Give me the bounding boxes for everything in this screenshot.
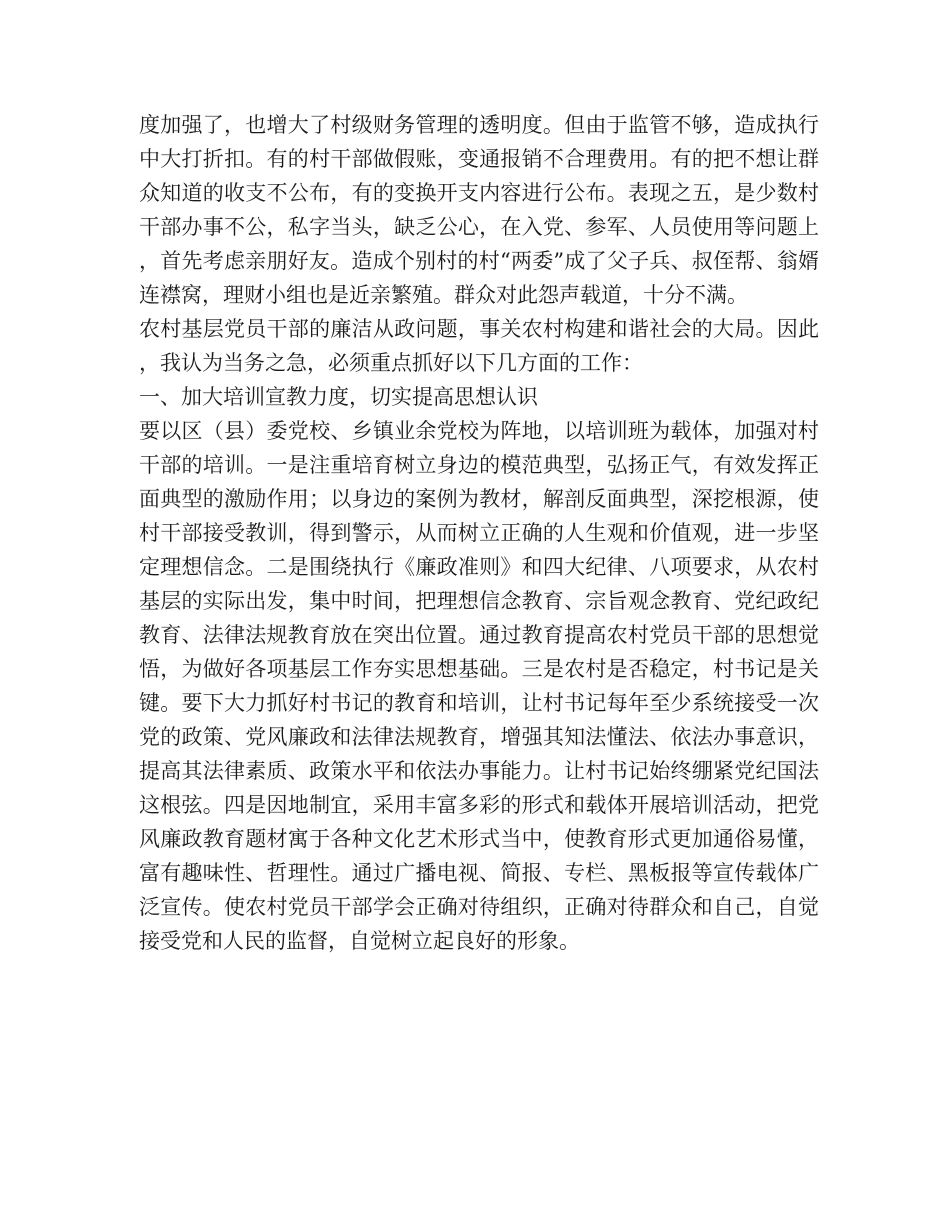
document-body	[139, 108, 819, 958]
paragraph-training: 要以区（县）委党校、乡镇业余党校为阵地，以培训班为载体，加强对村干部的培训。一是注重培育树立身边的模范典型，弘扬正气，有效发挥正面典型的激励作用；以身边的案例为教材，解剖反面典型，深挖根源，使村干部接受教训，得到警示，从而树立正确的人生观和价值观，进一步坚定理想信念。二是围绕执行《廉政准则》和四大纪律、八项要求，从农村基层的实际出发，集中时间，把理想信念教育、宗旨观念教育、党纪政纪教育、法律法规教育放在突出位置。通过教育提高农村党员干部的思想觉悟，为做好各项基层工作夯实思想基础。三是农村是否稳定，村书记是关键。要下大力抓好村书记的教育和培训，让村书记每年至少系统接受一次党的政策、党风廉政和法律法规教育，增强其知法懂法、依法办事意识，提高其法律素质、政策水平和依法办事能力。让村书记始终绷紧党纪国法这根弦。四是因地制宜，采用丰富多彩的形式和载体开展培训活动，把党风廉政教育题材寓于各种文化艺术形式当中，使教育形式更加通俗易懂，富有趣味性、哲理性。通过广播电视、简报、专栏、黑板报等宣传载体广泛宣传。使农村党员干部学会正确对待组织，正确对待群众和自己，自觉接受党和人民的监督，自觉树立起良好的形象。	[139, 419, 819, 953]
paragraph-continuation: 度加强了，也增大了村级财务管理的透明度。但由于监管不够，造成执行中大打折扣。有的村干部做假账，变通报销不合理费用。有的把不想让群众知道的收支不公布，有的变换开支内容进行公布。表现之五，是少数村干部办事不公，私字当头，缺乏公心，在入党、参军、人员使用等问题上，首先考虑亲朋好友。造成个别村的村“两委”成了父子兵、叔侄帮、翁婿连襟窝，理财小组也是近亲繁殖。群众对此怨声载道，十分不满。	[139, 113, 819, 307]
paragraph-intro: 农村基层党员干部的廉洁从政问题，事关农村构建和谐社会的大局。因此，我认为当务之急，必须重点抓好以下几方面的工作：	[139, 317, 819, 375]
section-heading: 一、加大培训宣教力度，切实提高思想认识	[139, 385, 538, 409]
